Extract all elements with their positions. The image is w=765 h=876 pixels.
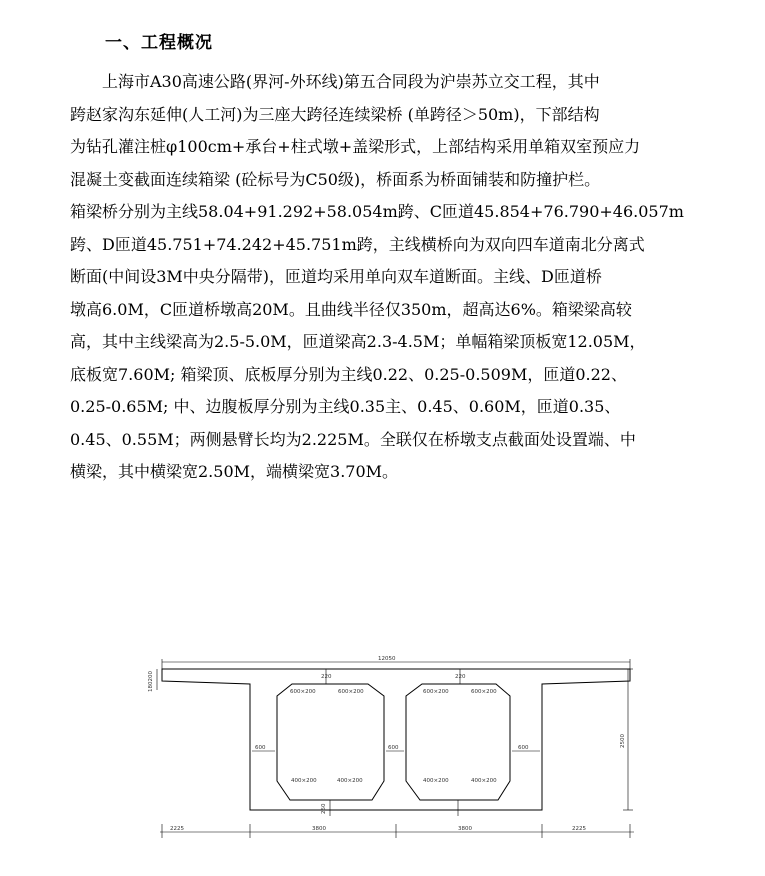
web-middle-label: 600: [388, 745, 399, 751]
cell-left-label: 3800: [312, 826, 326, 832]
paragraph-line: 断面(中间设3M中央分隔带)，匝道均采用单向双车道断面。主线、D匝道桥: [70, 267, 602, 286]
web-outer-right-label: 600: [518, 745, 529, 751]
bottom-center-label: 250: [321, 803, 327, 814]
paragraph-line: 高，其中主线梁高为2.5-5.0M，匝道梁高2.3-4.5M；单幅箱梁顶板宽12.05M，: [70, 332, 646, 351]
paragraph-line: 箱梁桥分别为主线58.04+91.292+58.054m跨、C匝道45.854+76.790+46.057m: [70, 202, 684, 221]
paragraph-line: 混凝土变截面连续箱梁 (砼标号为C50级)，桥面系为桥面铺装和防撞护栏。: [70, 169, 601, 189]
paragraph-line: 0.25-0.65M; 中、边腹板厚分别为主线0.35主、0.45、0.60M，匝道0.35、: [70, 397, 621, 416]
cell-right-label: 3800: [458, 826, 472, 832]
overhang-left-label: 2225: [170, 826, 184, 832]
haunch-bottom-label: 400×200: [291, 778, 317, 784]
paragraph-line: 底板宽7.60M; 箱梁顶、底板厚分别为主线0.22、0.25-0.509M，匝道0.22、: [70, 364, 627, 384]
girder-outline: [162, 669, 630, 810]
haunch-bottom-label: 400×200: [337, 778, 363, 784]
haunch-top-label: 600×200: [471, 689, 497, 695]
web-outer-left-label: 600: [255, 745, 266, 751]
top-width-label: 12050: [378, 656, 396, 662]
overhang-right-label: 2225: [572, 826, 586, 832]
paragraph-line: 0.45、0.55M；两侧悬臂长均为2.225M。全联仅在桥墩支点截面处设置端、中: [70, 429, 636, 449]
paragraph-line: 墩高6.0M，C匝道桥墩高20M。且曲线半径仅350m，超高达6%。箱梁梁高较: [70, 299, 632, 319]
haunch-top-label: 600×200: [338, 689, 364, 695]
height-label: 2500: [620, 734, 626, 748]
box-girder-cross-section-diagram: [140, 648, 660, 844]
haunch-top-label: 600×200: [290, 689, 316, 695]
paragraph-line: 为钻孔灌注桩φ100cm+承台+柱式墩+盖梁形式，上部结构采用单箱双室预应力: [70, 137, 641, 156]
edge-thickness-label: 180200: [148, 671, 154, 692]
section-heading: 一、工程概况: [105, 33, 213, 53]
haunch-bottom-label: 400×200: [423, 778, 449, 784]
deck-center-left-label: 220: [321, 674, 332, 680]
deck-center-right-label: 220: [455, 674, 466, 680]
paragraph-line: 跨赵家沟东延伸(人工河)为三座大跨径连续梁桥 (单跨径＞50m)，下部结构: [70, 104, 600, 124]
paragraph-line: 跨、D匝道45.751+74.242+45.751m跨，主线横桥向为双向四车道南北分离式: [70, 234, 645, 254]
project-overview-paragraph: [70, 66, 750, 489]
paragraph-line: 横梁，其中横梁宽2.50M，端横梁宽3.70M。: [70, 462, 399, 481]
paragraph-line: 上海市A30高速公路(界河-外环线)第五合同段为沪崇苏立交工程，其中: [102, 72, 600, 91]
haunch-top-label: 600×200: [423, 689, 449, 695]
haunch-bottom-label: 400×200: [471, 778, 497, 784]
